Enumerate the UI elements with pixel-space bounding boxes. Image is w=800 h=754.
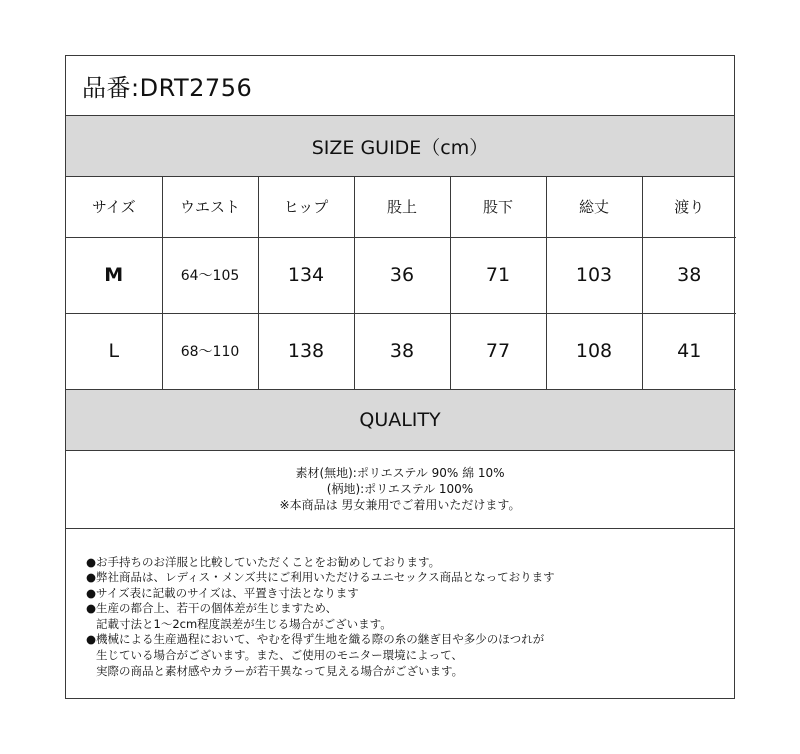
table-row [66, 237, 736, 313]
notes-section [66, 529, 734, 680]
size-table-header-row [66, 177, 736, 237]
size-l-hip: 138 [258, 313, 354, 389]
header-inseam: 股下 [450, 177, 546, 237]
note-line: 生じている場合がございます。また、ご使用のモニター環境によって、 [96, 648, 463, 663]
size-guide-header: SIZE GUIDE（cm） [66, 116, 734, 177]
quality-description [66, 451, 734, 529]
header-rise: 股上 [354, 177, 450, 237]
size-table [66, 177, 736, 390]
size-m-thigh: 38 [642, 237, 736, 313]
header-total-length: 総丈 [546, 177, 642, 237]
note-line: ●サイズ表に記載のサイズは、平置き寸法となります [86, 585, 359, 600]
size-l-inseam: 77 [450, 313, 546, 389]
table-row [66, 313, 736, 389]
material-pattern-line: (柄地):ポリエステル 100% [326, 482, 474, 496]
size-l-rise: 38 [354, 313, 450, 389]
note-line: 記載寸法と1～2cm程度誤差が生じる場合がございます。 [96, 616, 392, 631]
header-size: サイズ [66, 177, 162, 237]
note-line: ●生産の都合上、若干の個体差が生じますため、 [86, 601, 338, 616]
size-l-label: L [66, 313, 162, 389]
size-m-rise: 36 [354, 237, 450, 313]
note-line: ●機械による生産過程において、やむを得ず生地を織る際の糸の継ぎ目や多少のほつれが [86, 632, 545, 647]
note-line: ●弊社商品は、レディス・メンズ共にご利用いただけるユニセックス商品となっております [86, 570, 555, 585]
note-line: 実際の商品と素材感やカラーが若干異なって見える場合がございます。 [96, 663, 464, 678]
size-l-waist: 68～110 [162, 313, 258, 389]
material-solid-line: 素材(無地):ポリエステル 90% 綿 10% [295, 466, 505, 480]
unisex-note-line: ※本商品は 男女兼用でご着用いただけます。 [279, 498, 521, 512]
size-l-total-length: 108 [546, 313, 642, 389]
header-thigh: 渡り [642, 177, 736, 237]
size-l-thigh: 41 [642, 313, 736, 389]
size-chart-sheet [65, 55, 735, 699]
header-waist: ウエスト [162, 177, 258, 237]
size-m-inseam: 71 [450, 237, 546, 313]
quality-header: QUALITY [66, 390, 734, 451]
size-m-hip: 134 [258, 237, 354, 313]
note-line: ●お手持ちのお洋服と比較していただくことをお勧めしております。 [86, 554, 441, 569]
product-number: 品番:DRT2756 [66, 56, 734, 116]
size-m-waist: 64～105 [162, 237, 258, 313]
size-m-label: M [66, 237, 162, 313]
size-m-total-length: 103 [546, 237, 642, 313]
header-hip: ヒップ [258, 177, 354, 237]
